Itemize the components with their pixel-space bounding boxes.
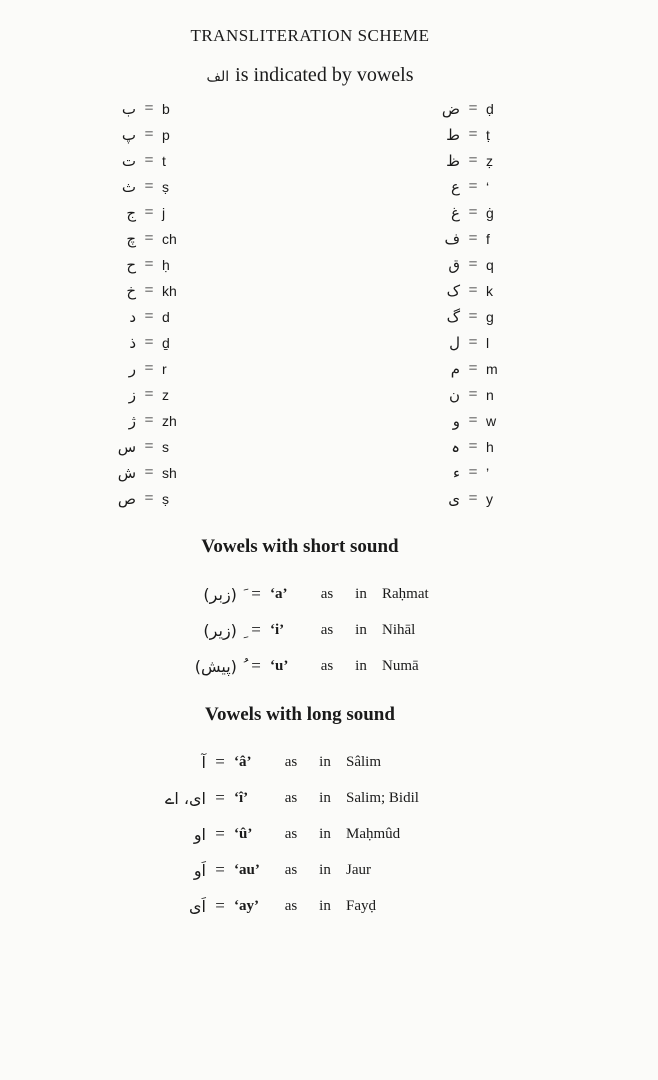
consonant-row bbox=[428, 434, 526, 460]
latin-letter: ḥ bbox=[162, 257, 170, 273]
vowel-example: Maḥmûd bbox=[346, 825, 401, 842]
in-word: in bbox=[355, 585, 367, 602]
arabic-letter: ر bbox=[128, 360, 136, 378]
as-word: as bbox=[320, 621, 334, 638]
latin-letter: ṣ bbox=[162, 491, 169, 507]
consonant-row bbox=[104, 148, 202, 174]
arabic-letter: ژ bbox=[128, 412, 136, 430]
vowel-example: Fayḍ bbox=[346, 897, 376, 914]
equals-sign: = bbox=[468, 178, 478, 195]
arabic-letter: ذ bbox=[129, 334, 136, 352]
equals-sign: = bbox=[144, 334, 154, 351]
in-word: in bbox=[319, 861, 331, 878]
latin-letter: m bbox=[486, 361, 498, 377]
short-vowels-heading: Vowels with short sound bbox=[201, 536, 399, 557]
equals-sign: = bbox=[468, 126, 478, 143]
latin-letter: ḏ bbox=[162, 335, 170, 351]
arabic-letter: گ bbox=[446, 308, 460, 326]
equals-sign: = bbox=[468, 230, 478, 247]
consonant-row bbox=[104, 434, 202, 460]
equals-sign: = bbox=[251, 584, 261, 603]
vowel-value: ‘i’ bbox=[270, 621, 285, 638]
consonant-row bbox=[104, 226, 202, 252]
subtitle-arabic: الف bbox=[206, 69, 230, 85]
vowel-arabic: او bbox=[193, 824, 206, 844]
consonant-row bbox=[428, 252, 526, 278]
latin-letter: t bbox=[162, 153, 166, 169]
latin-letter: p bbox=[162, 127, 170, 143]
consonants-left-column bbox=[104, 96, 202, 512]
arabic-letter: ہ bbox=[451, 438, 460, 456]
consonant-row bbox=[428, 408, 526, 434]
equals-sign: = bbox=[144, 126, 154, 143]
equals-sign: = bbox=[468, 490, 478, 507]
equals-sign: = bbox=[144, 438, 154, 455]
vowel-value: ‘ay’ bbox=[234, 897, 259, 914]
in-word: in bbox=[355, 621, 367, 638]
arabic-letter: د bbox=[129, 308, 136, 326]
equals-sign: = bbox=[468, 100, 478, 117]
arabic-letter: ب bbox=[121, 100, 136, 118]
as-word: as bbox=[284, 897, 298, 914]
consonant-row bbox=[104, 356, 202, 382]
vowel-arabic: اَی bbox=[189, 896, 206, 916]
vowel-example: Raḥmat bbox=[382, 585, 429, 602]
arabic-letter: ق bbox=[448, 256, 460, 274]
arabic-letter: ک bbox=[446, 282, 460, 300]
latin-letter: ẓ bbox=[486, 153, 493, 169]
arabic-letter: ت bbox=[121, 152, 136, 170]
vowel-row bbox=[162, 616, 415, 644]
as-word: as bbox=[284, 789, 298, 806]
consonant-row bbox=[104, 122, 202, 148]
latin-letter: ch bbox=[162, 231, 177, 247]
vowel-value: ‘au’ bbox=[234, 861, 260, 878]
consonant-row bbox=[428, 382, 526, 408]
consonant-row bbox=[428, 122, 526, 148]
arabic-letter: م bbox=[450, 360, 460, 378]
in-word: in bbox=[319, 825, 331, 842]
vowel-arabic: ای، اے bbox=[164, 788, 206, 808]
consonant-row bbox=[104, 330, 202, 356]
latin-letter: ’ bbox=[486, 465, 490, 481]
vowel-arabic: آ bbox=[201, 752, 206, 772]
consonant-row bbox=[104, 174, 202, 200]
in-word: in bbox=[319, 753, 331, 770]
equals-sign: = bbox=[144, 360, 154, 377]
equals-sign: = bbox=[215, 752, 225, 771]
equals-sign: = bbox=[144, 464, 154, 481]
vowel-arabic: اَو bbox=[193, 860, 206, 880]
consonant-row bbox=[428, 174, 526, 200]
consonant-row bbox=[104, 304, 202, 330]
equals-sign: = bbox=[468, 152, 478, 169]
arabic-letter: س bbox=[117, 438, 136, 456]
vowel-row bbox=[106, 856, 371, 884]
latin-letter: zh bbox=[162, 413, 177, 429]
consonant-row bbox=[104, 408, 202, 434]
latin-letter: g bbox=[486, 309, 494, 325]
in-word: in bbox=[319, 897, 331, 914]
consonant-row bbox=[428, 460, 526, 486]
equals-sign: = bbox=[144, 256, 154, 273]
arabic-letter: ع bbox=[451, 178, 460, 196]
latin-letter: f bbox=[486, 231, 490, 247]
latin-letter: b bbox=[162, 101, 170, 117]
equals-sign: = bbox=[468, 412, 478, 429]
as-word: as bbox=[284, 825, 298, 842]
equals-sign: = bbox=[144, 204, 154, 221]
equals-sign: = bbox=[144, 308, 154, 325]
equals-sign: = bbox=[144, 412, 154, 429]
arabic-letter: غ bbox=[451, 204, 460, 222]
consonant-row bbox=[428, 96, 526, 122]
subtitle bbox=[0, 64, 620, 87]
equals-sign: = bbox=[144, 100, 154, 117]
latin-letter: y bbox=[486, 491, 493, 507]
arabic-letter: ن bbox=[448, 386, 460, 404]
latin-letter: w bbox=[486, 413, 497, 429]
vowel-example: Numā bbox=[382, 657, 419, 674]
arabic-letter: و bbox=[452, 412, 460, 430]
vowel-arabic: ُ (پیش) bbox=[194, 656, 242, 676]
equals-sign: = bbox=[144, 386, 154, 403]
consonant-row bbox=[104, 278, 202, 304]
arabic-letter: ص bbox=[117, 490, 136, 508]
latin-letter: s bbox=[162, 439, 169, 455]
equals-sign: = bbox=[215, 788, 225, 807]
equals-sign: = bbox=[215, 824, 225, 843]
vowel-example: Salim; Bidil bbox=[346, 789, 419, 806]
as-word: as bbox=[320, 657, 334, 674]
latin-letter: sh bbox=[162, 465, 177, 481]
equals-sign: = bbox=[468, 438, 478, 455]
consonant-row bbox=[428, 330, 526, 356]
latin-letter: ġ bbox=[486, 205, 494, 221]
latin-letter: kh bbox=[162, 283, 177, 299]
consonant-row bbox=[104, 382, 202, 408]
arabic-letter: ش bbox=[117, 464, 136, 482]
long-vowels-heading: Vowels with long sound bbox=[205, 704, 395, 725]
vowel-row bbox=[106, 892, 376, 920]
vowel-example: Sâlim bbox=[346, 753, 382, 770]
consonants-right-column bbox=[428, 96, 526, 512]
arabic-letter: ح bbox=[126, 256, 136, 274]
equals-sign: = bbox=[144, 152, 154, 169]
equals-sign: = bbox=[251, 656, 261, 675]
latin-letter: j bbox=[162, 205, 166, 221]
equals-sign: = bbox=[215, 860, 225, 879]
equals-sign: = bbox=[468, 464, 478, 481]
vowel-value: ‘î’ bbox=[234, 789, 249, 806]
vowel-arabic: َ (زبر) bbox=[203, 584, 242, 604]
consonant-row bbox=[428, 356, 526, 382]
page-title: TRANSLITERATION SCHEME bbox=[190, 26, 430, 45]
latin-letter: d bbox=[162, 309, 170, 325]
vowel-value: ‘â’ bbox=[234, 753, 252, 770]
vowel-row bbox=[106, 820, 400, 848]
arabic-letter: ج bbox=[126, 204, 136, 222]
as-word: as bbox=[284, 753, 298, 770]
equals-sign: = bbox=[468, 204, 478, 221]
arabic-letter: ط bbox=[446, 126, 460, 144]
equals-sign: = bbox=[144, 178, 154, 195]
latin-letter: l bbox=[486, 335, 490, 351]
latin-letter: ṣ bbox=[162, 179, 169, 195]
equals-sign: = bbox=[468, 386, 478, 403]
arabic-letter: چ bbox=[126, 230, 136, 248]
subtitle-text: is indicated by vowels bbox=[235, 64, 414, 86]
equals-sign: = bbox=[215, 896, 225, 915]
consonant-row bbox=[428, 486, 526, 512]
consonant-row bbox=[428, 200, 526, 226]
equals-sign: = bbox=[468, 334, 478, 351]
equals-sign: = bbox=[468, 308, 478, 325]
vowel-row bbox=[162, 580, 429, 608]
consonant-row bbox=[428, 278, 526, 304]
vowel-value: ‘u’ bbox=[270, 657, 289, 674]
consonant-row bbox=[104, 252, 202, 278]
latin-letter: ṭ bbox=[486, 127, 490, 143]
vowel-example: Nihāl bbox=[382, 621, 416, 638]
latin-letter: ‘ bbox=[486, 179, 490, 195]
equals-sign: = bbox=[468, 282, 478, 299]
latin-letter: r bbox=[162, 361, 167, 377]
arabic-letter: پ bbox=[121, 126, 136, 144]
equals-sign: = bbox=[144, 282, 154, 299]
equals-sign: = bbox=[468, 360, 478, 377]
consonant-row bbox=[104, 200, 202, 226]
arabic-letter: ض bbox=[441, 100, 460, 118]
latin-letter: z bbox=[162, 387, 169, 403]
arabic-letter: ء bbox=[452, 464, 460, 482]
vowel-value: ‘û’ bbox=[234, 825, 253, 842]
equals-sign: = bbox=[144, 490, 154, 507]
consonant-row bbox=[428, 226, 526, 252]
arabic-letter: ف bbox=[444, 230, 460, 248]
consonant-row bbox=[428, 304, 526, 330]
as-word: as bbox=[284, 861, 298, 878]
latin-letter: h bbox=[486, 439, 494, 455]
vowel-row bbox=[162, 652, 419, 680]
arabic-letter: ی bbox=[448, 490, 460, 508]
as-word: as bbox=[320, 585, 334, 602]
arabic-letter: ظ bbox=[446, 152, 460, 170]
vowel-value: ‘a’ bbox=[270, 585, 288, 602]
in-word: in bbox=[319, 789, 331, 806]
arabic-letter: خ bbox=[126, 282, 136, 300]
consonant-row bbox=[428, 148, 526, 174]
vowel-row bbox=[106, 748, 381, 776]
latin-letter: n bbox=[486, 387, 494, 403]
vowel-arabic: ِ (زیر) bbox=[203, 620, 242, 640]
equals-sign: = bbox=[251, 620, 261, 639]
equals-sign: = bbox=[468, 256, 478, 273]
vowel-row bbox=[106, 784, 419, 812]
arabic-letter: ث bbox=[121, 178, 136, 196]
latin-letter: q bbox=[486, 257, 494, 273]
latin-letter: k bbox=[486, 283, 493, 299]
arabic-letter: ز bbox=[128, 386, 136, 404]
consonant-row bbox=[104, 96, 202, 122]
arabic-letter: ل bbox=[449, 334, 460, 352]
latin-letter: ḍ bbox=[486, 101, 494, 117]
equals-sign: = bbox=[144, 230, 154, 247]
consonant-row bbox=[104, 460, 202, 486]
vowel-example: Jaur bbox=[346, 861, 371, 878]
in-word: in bbox=[355, 657, 367, 674]
consonant-row bbox=[104, 486, 202, 512]
